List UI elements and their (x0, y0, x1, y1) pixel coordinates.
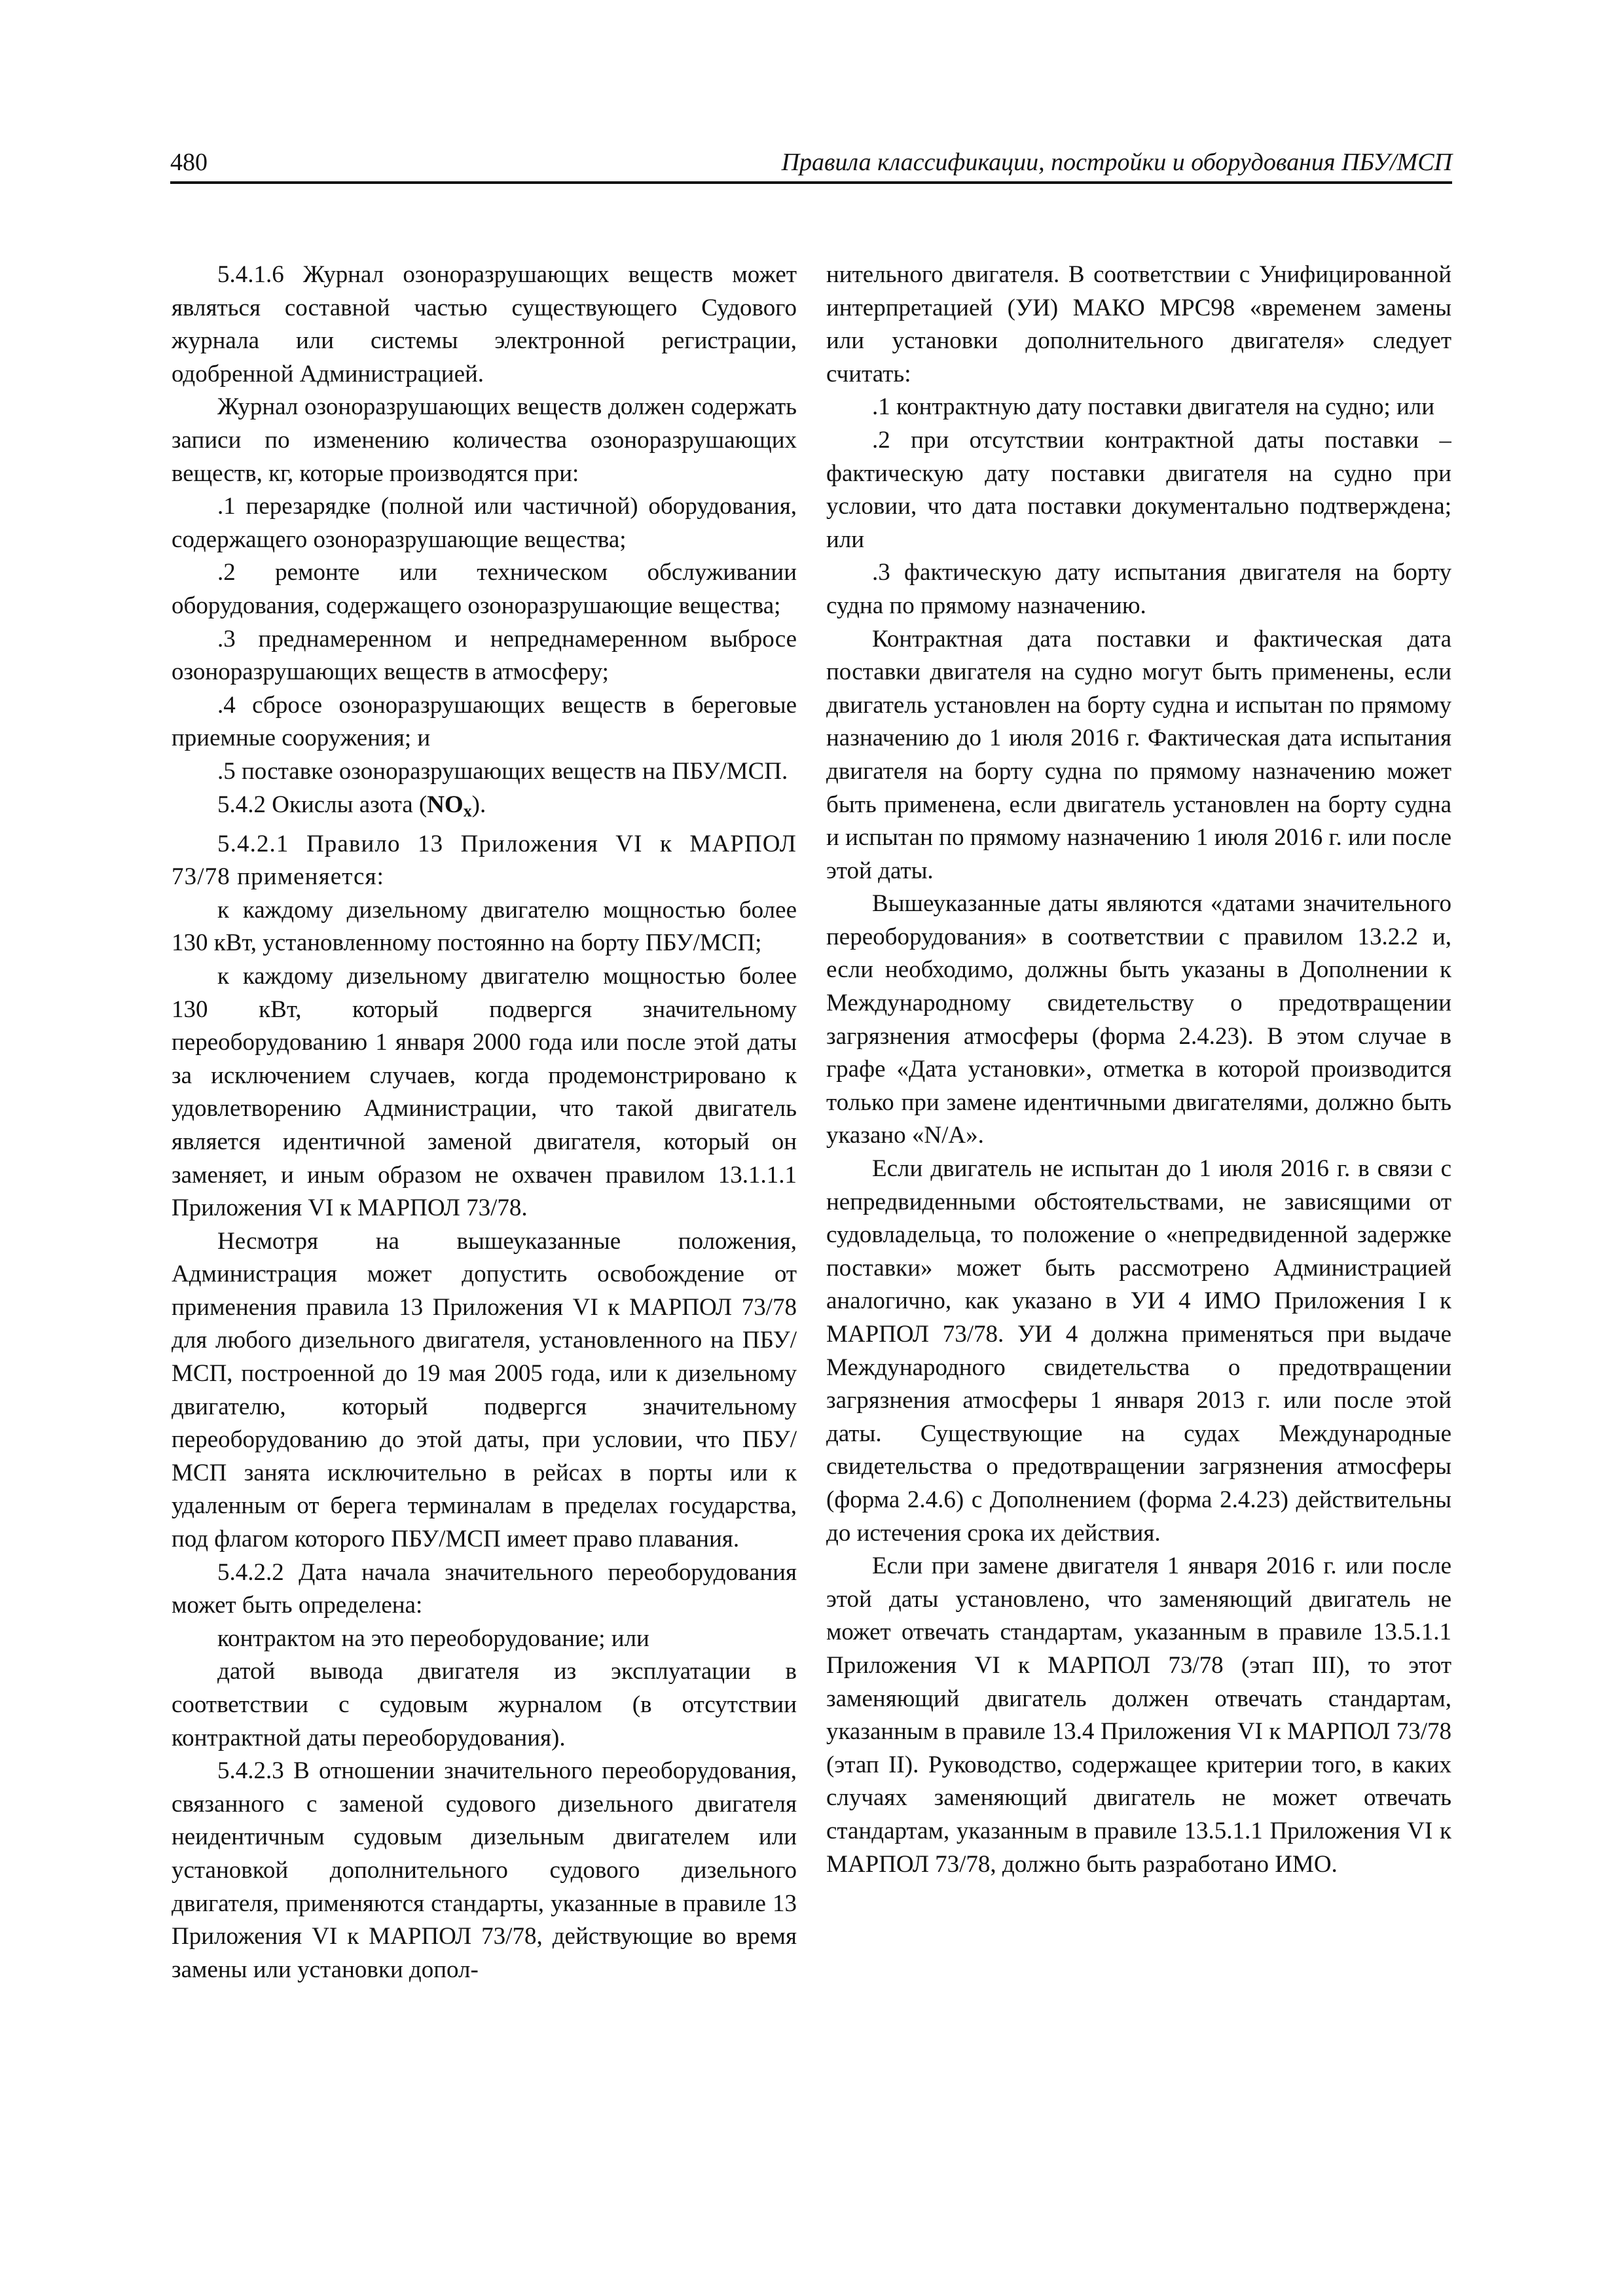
page-number: 480 (170, 149, 208, 176)
list-item: .3 фактическую дату испытания двигателя на борту судна по прямому назначению. (826, 559, 1451, 619)
paragraph: датой вывода двигателя из эксплуатации в соответствии с судовым журналом (в отсутствии контрактной даты переоборудования). (172, 1658, 797, 1751)
formula: $NO_x$ (427, 791, 472, 820)
paragraph: Несмотря на вышеуказанные положения, Администрация может допустить освобождение от применения правила 13 Приложения VI к МАРПОЛ 73/78 для любого дизельного двигателя, установленного на ПБУ/МСП, построенной до 19 мая 2005 года, или к дизельному двигателю, который подвергся значительному переоборудованию до этой даты, при условии, что ПБУ/МСП занята исключительно в рейсах в порты или к удаленным от берега терминалам в пределах государства, под флагом которого ПБУ/МСП имеет право плавания. (172, 1227, 797, 1553)
paragraph-text: В отношении значительного переоборудования, связанного с заменой судового дизельного двигателя неидентичным судовым дизельным двигателем или установкой дополнительного судового дизельного двигателя, применяются стандарты, указанные в правиле 13 Приложения VI к МАРПОЛ 73/78, действующие во время замены или установки допол- (172, 1757, 797, 1983)
list-item: .3 преднамеренном и непреднамеренном выбросе озоноразрушающих веществ в атмосферу; (172, 625, 797, 686)
paragraph-text: Дата начала значительного переоборудования может быть определена: (172, 1558, 797, 1619)
list-item: .2 при отсутствии контрактной даты поставки – фактическую дату поставки двигателя на судно при условии, что дата поставки документально подтверждена; или (826, 426, 1451, 553)
list-item: .1 перезарядке (полной или частичной) оборудования, содержащего озоноразрушающие вещества; (172, 493, 797, 553)
section-heading-5-4-2: 5.4.2 Окислы азота $(NO_x)$. (217, 791, 486, 820)
paragraph: Журнал озоноразрушающих веществ должен содержать записи по изменению количества озоноразрушающих веществ, кг, которые производятся при: (172, 393, 797, 487)
left-column (172, 259, 797, 2124)
right-column (826, 259, 1451, 2124)
list-item: .5 поставке озоноразрушающих веществ на ПБУ/МСП. (217, 757, 788, 785)
section-number: 5.4.2.2 (217, 1558, 284, 1586)
page-header (170, 147, 1452, 185)
list-item: .4 сбросе озоноразрушающих веществ в береговые приемные сооружения; и (172, 691, 797, 752)
list-item: .2 ремонте или техническом обслуживании оборудования, содержащего озоноразрушающие вещества; (172, 559, 797, 619)
paragraph: Если при замене двигателя 1 января 2016 г. или после этой даты установлено, что заменяющий двигатель не может отвечать стандартам, указанным в правиле 13.5.1.1 Приложения VI к МАРПОЛ 73/78 (этап III), то этот заменяющий двигатель должен отвечать стандартам, указанным в правиле 13.4 Приложения VI к МАРПОЛ 73/78 (этап II). Руководство, содержащее критерии того, в каких случаях заменяющий двигатель не может отвечать стандартам, указанным в правиле 13.5.1.1 Приложения VI к МАРПОЛ 73/78, должно быть разработано ИМО. (826, 1552, 1451, 1878)
paragraph: Вышеуказанные даты являются «датами значительного переоборудования» в соответствии с правилом 13.2.2 и, если необходимо, должны быть указаны в Дополнении к Международному свидетельству о предотвращении загрязнения атмосферы (форма 2.4.23). В этом случае в графе «Дата установки», отметка в которой производится только при замене идентичными двигателями, должно быть указано «N/A». (826, 890, 1451, 1149)
paragraph: к каждому дизельному двигателю мощностью более 130 кВт, который подвергся значительному переоборудованию 1 января 2000 года или после этой даты за исключением случаев, когда продемонстрировано к удовлетворению Администрации, что такой двигатель является идентичной заменой двигателя, который он заменяет, и иным образом не охвачен правилом 13.1.1.1 Приложения VI к МАРПОЛ 73/78. (172, 962, 797, 1222)
section-number: 5.4.1.6 (217, 261, 284, 288)
heading-text: Окислы азота ( (272, 791, 428, 818)
paragraph-5-4-2-2 (172, 1556, 797, 1623)
paragraph-5-4-2-3 (172, 1755, 797, 1986)
paragraph: к каждому дизельному двигателю мощностью более 130 кВт, установленному постоянно на борту ПБУ/МСП; (172, 896, 797, 957)
paragraph-5-4-1-6 (172, 259, 797, 391)
paragraph: Контрактная дата поставки и фактическая дата поставки двигателя на судно могут быть применены, если двигатель установлен на борту судна и испытан по прямому назначению до 1 июля 2016 г. Фактическая дата испытания двигателя на борту судна по прямому назначению может быть применена, если двигатель установлен на борту судна и испытан по прямому назначению 1 июля 2016 г. или после этой даты. (826, 625, 1451, 884)
paragraph-text: Правило 13 Приложения VI к МАРПОЛ 73/78 применяется: (172, 830, 797, 891)
section-number: 5.4.2 (217, 791, 266, 818)
paragraph: Если двигатель не испытан до 1 июля 2016 г. в связи с непредвиденными обстоятельствами, не зависящими от судовладельца, то положение о «непредвиденной задержке поставки» может быть рассмотрено Администрацией аналогично, как указано в УИ 4 ИМО Приложения I к МАРПОЛ 73/78. УИ 4 должна применяться при выдаче Международного свидетельства о предотвращении загрязнения атмосферы 1 января 2013 г. или после этой даты. Существующие на судах Международные свидетельства о предотвращении загрязнения атмосферы (форма 2.4.6) с Дополнением (форма 2.4.23) действительны до истечения срока их действия. (826, 1155, 1451, 1547)
paragraph: контрактом на это переоборудование; или (217, 1624, 649, 1652)
paragraph-continued: нительного двигателя. В соответствии с Унифицированной интерпретацией (УИ) МАКО MPC98 «временем замены или установки дополнительного двигателя» следует считать: (826, 261, 1451, 387)
paragraph-text: Журнал озоноразрушающих веществ может являться составной частью существующего Судового журнала или системы электронной регистрации, одобренной Администрацией. (172, 261, 797, 387)
section-number: 5.4.2.3 (217, 1757, 284, 1785)
running-title: Правила классификации, постройки и оборудования ПБУ/МСП (781, 149, 1452, 176)
header-rule (170, 181, 1452, 184)
paragraph-5-4-2-1 (172, 828, 797, 894)
list-item: .1 контрактную дату поставки двигателя на судно; или (872, 393, 1435, 421)
section-number: 5.4.2.1 (217, 830, 289, 857)
